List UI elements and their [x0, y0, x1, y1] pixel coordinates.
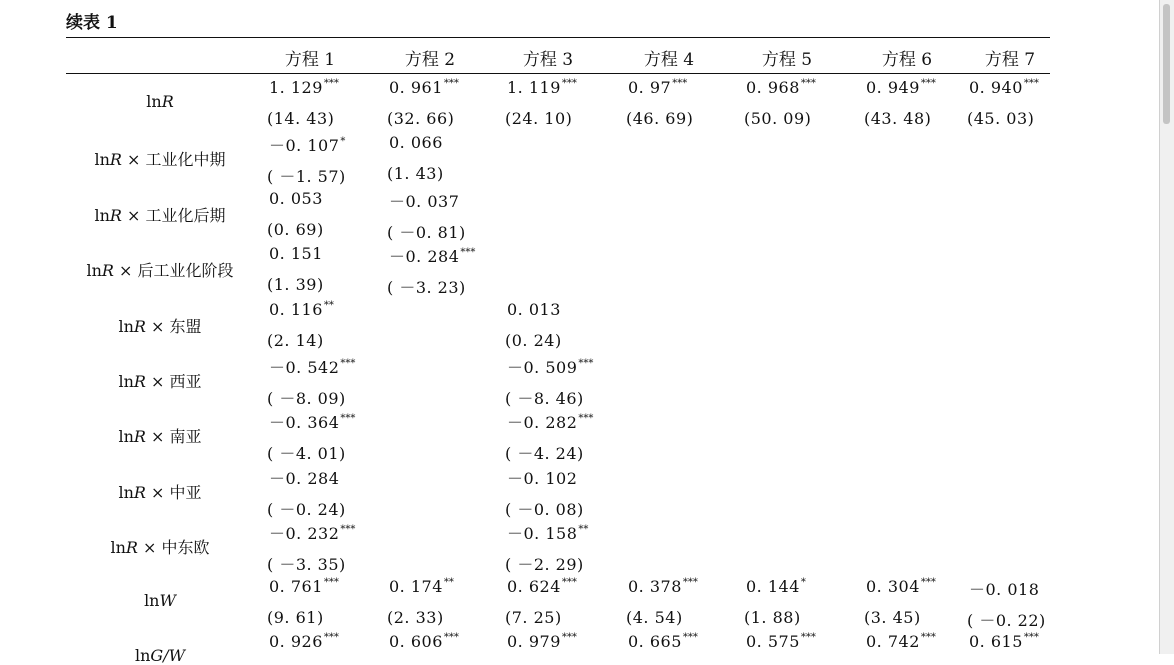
column-header-6: 方程 6	[881, 50, 933, 70]
coefficient-cell: －0. 232***	[269, 524, 356, 544]
significance-stars: ***	[340, 524, 356, 536]
column-header-3: 方程 3	[522, 50, 574, 70]
coefficient-cell: 0. 606***	[389, 632, 459, 651]
coefficient-cell: 0. 615***	[969, 632, 1039, 651]
significance-stars: *	[340, 136, 346, 148]
significance-stars: ***	[443, 632, 459, 643]
significance-stars: ***	[920, 632, 936, 643]
vertical-scrollbar[interactable]	[1159, 0, 1174, 654]
coefficient-cell: 0. 949***	[866, 78, 936, 97]
t-statistic-cell: (3. 45)	[864, 607, 921, 627]
table-header-rule	[66, 73, 1050, 74]
t-statistic-cell: (1. 39)	[267, 275, 324, 295]
coefficient-cell: 0. 144*	[746, 576, 806, 596]
coefficient-cell: 0. 013	[507, 299, 561, 319]
scrollbar-thumb[interactable]	[1163, 4, 1170, 124]
t-statistic-cell: (2. 14)	[267, 330, 324, 350]
significance-stars: ***	[561, 576, 577, 588]
row-label: lnR	[146, 92, 174, 111]
significance-stars: ***	[323, 78, 339, 89]
row-label: lnR × 中东欧	[110, 538, 210, 558]
significance-stars: ***	[800, 78, 816, 89]
row-label: lnR × 工业化中期	[94, 150, 226, 170]
row-label: lnR × 后工业化阶段	[86, 261, 234, 281]
coefficient-cell: －0. 158**	[507, 524, 589, 544]
coefficient-cell: －0. 037	[389, 191, 460, 211]
row-label: lnR × 中亚	[118, 482, 202, 502]
t-statistic-cell: (0. 69)	[267, 219, 324, 239]
coefficient-cell: 0. 174**	[389, 576, 454, 596]
significance-stars: ***	[682, 576, 698, 588]
t-statistic-cell: (50. 09)	[744, 109, 812, 128]
significance-stars: ***	[578, 413, 594, 425]
significance-stars: ***	[578, 358, 594, 369]
t-statistic-cell: ( －4. 01)	[267, 444, 346, 464]
column-header-7: 方程 7	[984, 50, 1036, 70]
row-label: lnR × 西亚	[118, 372, 202, 391]
t-statistic-cell: (4. 54)	[626, 607, 683, 627]
significance-stars: ***	[672, 78, 688, 89]
t-statistic-cell: (2. 33)	[387, 607, 444, 627]
coefficient-cell: －0. 107*	[269, 136, 346, 156]
t-statistic-cell: ( －3. 35)	[267, 555, 346, 575]
t-statistic-cell: (43. 48)	[864, 109, 932, 128]
coefficient-cell: －0. 364***	[269, 413, 356, 433]
significance-stars: ***	[443, 78, 459, 89]
row-label: lnR × 东盟	[118, 316, 202, 336]
coefficient-cell: 0. 053	[269, 188, 323, 208]
column-header-1: 方程 1	[284, 50, 336, 70]
coefficient-cell: －0. 102	[507, 468, 578, 488]
row-label: lnG/W	[134, 646, 186, 665]
significance-stars: ***	[323, 576, 339, 588]
coefficient-cell: 0. 116**	[269, 299, 334, 319]
coefficient-cell: －0. 018	[969, 579, 1040, 599]
t-statistic-cell: ( －0. 81)	[387, 222, 466, 242]
significance-stars: ***	[920, 576, 936, 588]
coefficient-cell: 0. 961***	[389, 78, 459, 97]
t-statistic-cell: ( －8. 46)	[505, 389, 584, 408]
coefficient-cell: 1. 119***	[507, 78, 577, 97]
significance-stars: **	[443, 576, 454, 588]
significance-stars: ***	[561, 632, 577, 643]
table-top-rule	[66, 37, 1050, 38]
t-statistic-cell: (7. 25)	[505, 607, 562, 627]
t-statistic-cell: ( －1. 57)	[267, 167, 346, 187]
coefficient-cell: 0. 742***	[866, 632, 936, 651]
t-statistic-cell: (1. 43)	[387, 164, 444, 184]
significance-stars: ***	[800, 632, 816, 643]
t-statistic-cell: (0. 24)	[505, 330, 562, 350]
t-statistic-cell: (24. 10)	[505, 109, 573, 128]
coefficient-cell: 0. 979***	[507, 632, 577, 651]
significance-stars: ***	[323, 632, 339, 643]
coefficient-cell: －0. 284	[269, 468, 340, 488]
coefficient-cell: －0. 509***	[507, 358, 594, 377]
significance-stars: **	[323, 299, 334, 311]
significance-stars: ***	[460, 247, 476, 259]
coefficient-cell: －0. 282***	[507, 413, 594, 433]
column-header-5: 方程 5	[761, 50, 813, 70]
coefficient-cell: 0. 926***	[269, 632, 339, 651]
coefficient-cell: 0. 151	[269, 244, 323, 264]
significance-stars: ***	[1023, 78, 1039, 89]
significance-stars: ***	[340, 413, 356, 425]
significance-stars: **	[578, 524, 589, 536]
row-label: lnR × 工业化后期	[94, 205, 226, 225]
coefficient-cell: －0. 284***	[389, 247, 476, 267]
coefficient-cell: 0. 304***	[866, 576, 936, 596]
coefficient-cell: －0. 542***	[269, 358, 356, 377]
t-statistic-cell: ( －0. 22)	[967, 610, 1046, 630]
coefficient-cell: 0. 968***	[746, 78, 816, 97]
t-statistic-cell: ( －0. 24)	[267, 499, 346, 519]
coefficient-cell: 0. 940***	[969, 78, 1039, 97]
coefficient-cell: 0. 624***	[507, 576, 577, 596]
t-statistic-cell: ( －3. 23)	[387, 278, 466, 298]
row-label: lnW	[144, 590, 176, 610]
t-statistic-cell: ( －2. 29)	[505, 555, 584, 575]
column-header-2: 方程 2	[404, 50, 456, 70]
coefficient-cell: 0. 665***	[628, 632, 698, 651]
coefficient-cell: 0. 575***	[746, 632, 816, 651]
row-label: lnR × 南亚	[118, 427, 202, 447]
significance-stars: ***	[920, 78, 936, 89]
significance-stars: ***	[340, 358, 356, 369]
coefficient-cell: 0. 97***	[628, 78, 688, 97]
coefficient-cell: 0. 761***	[269, 576, 339, 596]
t-statistic-cell: ( －0. 08)	[505, 499, 584, 519]
t-statistic-cell: (14. 43)	[267, 109, 335, 128]
significance-stars: ***	[682, 632, 698, 643]
column-header-4: 方程 4	[643, 50, 695, 70]
coefficient-cell: 1. 129***	[269, 78, 339, 97]
significance-stars: ***	[561, 78, 577, 89]
t-statistic-cell: (9. 61)	[267, 607, 324, 627]
significance-stars: ***	[1023, 632, 1039, 643]
t-statistic-cell: (1. 88)	[744, 607, 801, 627]
t-statistic-cell: ( －8. 09)	[267, 389, 346, 408]
table-title: 续表 1	[66, 13, 118, 33]
t-statistic-cell: (46. 69)	[626, 109, 694, 128]
significance-stars: *	[800, 576, 806, 588]
t-statistic-cell: (45. 03)	[967, 109, 1035, 128]
t-statistic-cell: ( －4. 24)	[505, 444, 584, 464]
t-statistic-cell: (32. 66)	[387, 109, 455, 128]
coefficient-cell: 0. 378***	[628, 576, 698, 596]
coefficient-cell: 0. 066	[389, 133, 443, 153]
